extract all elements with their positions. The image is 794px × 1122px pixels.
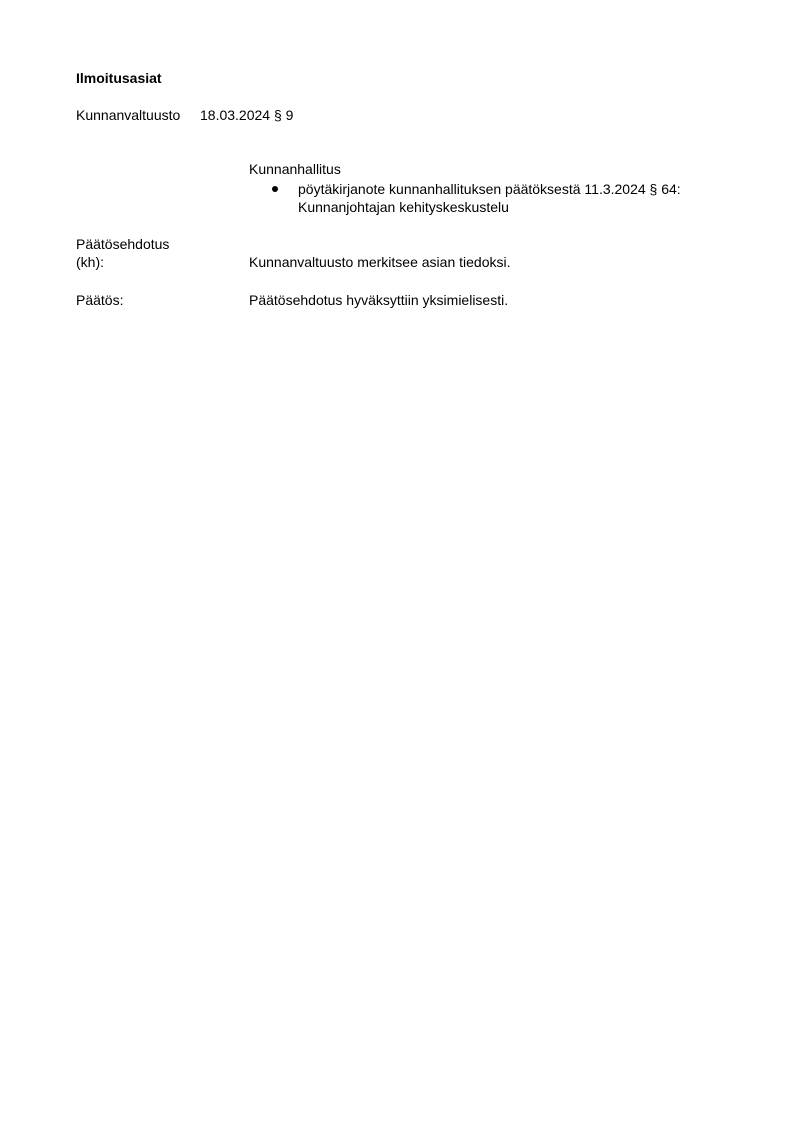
proposal-text: Kunnanvaltuusto merkitsee asian tiedoksi. [249,254,511,270]
decision-label: Päätös: [76,292,124,308]
attachment-item-line1: pöytäkirjanote kunnanhallituksen päätöksestä 11.3.2024 § 64: [298,181,681,197]
submitter-name: Kunnanhallitus [249,161,341,177]
attachment-item-line2: Kunnanjohtajan kehityskeskustelu [298,199,509,215]
decision-text: Päätösehdotus hyväksyttiin yksimielisesti. [249,292,509,308]
meeting-body: Kunnanvaltuusto [76,107,181,123]
bullet-icon [272,186,278,192]
meeting-reference: 18.03.2024 § 9 [200,107,294,123]
proposal-label-line1: Päätösehdotus [76,236,170,252]
document-heading: Ilmoitusasiat [76,70,162,86]
proposal-label-line2: (kh): [76,254,104,270]
